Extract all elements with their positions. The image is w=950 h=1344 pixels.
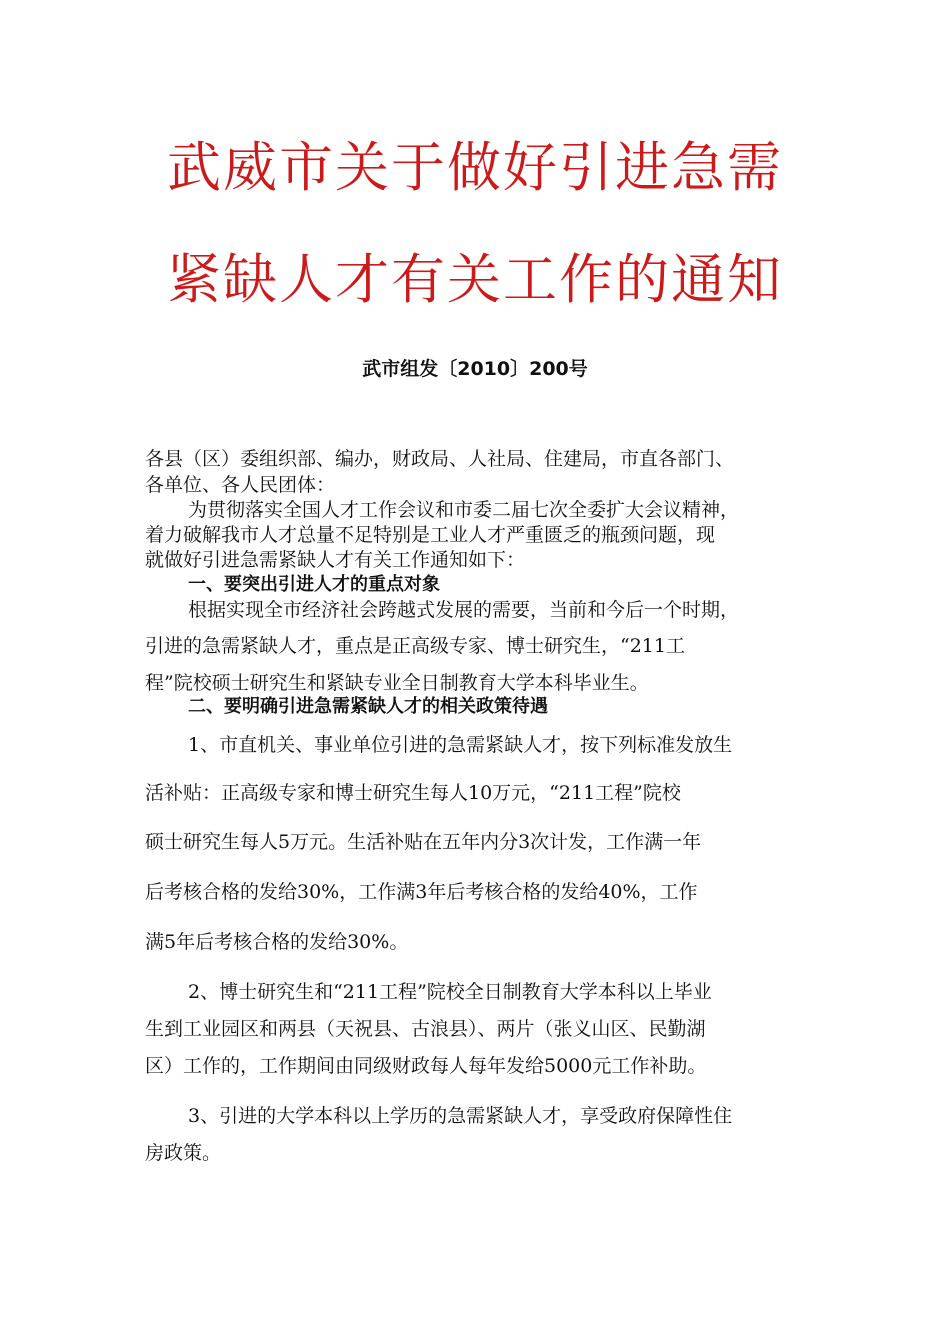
section-heading: 一、要突出引进人才的重点对象	[188, 574, 440, 595]
paragraph-line: 硕士研究生每人5万元。生活补贴在五年内分3次计发，工作满一年	[145, 831, 702, 853]
addressee-line: 各单位、各人民团体：	[145, 474, 336, 496]
paragraph-line: 着力破解我市人才总量不足特别是工业人才严重匮乏的瓶颈问题，现	[145, 524, 716, 546]
paragraph-line: 引进的急需紧缺人才，重点是正高级专家、博士研究生，“211工	[145, 635, 685, 657]
paragraph-line: 根据实现全市经济社会跨越式发展的需要，当前和今后一个时期，	[188, 599, 740, 621]
paragraph-line: 满5年后考核合格的发给30%。	[145, 931, 409, 953]
paragraph-line: 就做好引进急需紧缺人才有关工作通知如下：	[145, 549, 526, 571]
document-number: 武市组发〔2010〕200号	[362, 358, 588, 380]
paragraph-line: 区）工作的，工作期间由同级财政每人每年发给5000元工作补助。	[145, 1055, 707, 1077]
paragraph-line: 房政策。	[145, 1142, 222, 1164]
title-line-2: 紧缺人才有关工作的通知	[167, 248, 783, 311]
addressee-line: 各县（区）委组织部、编办，财政局、人社局、住建局，市直各部门、	[145, 448, 735, 470]
title-line-1: 武威市关于做好引进急需	[167, 136, 783, 199]
section-heading: 二、要明确引进急需紧缺人才的相关政策待遇	[188, 696, 548, 717]
paragraph-line: 3、引进的大学本科以上学历的急需紧缺人才，享受政府保障性住	[188, 1105, 733, 1127]
paragraph-line: 后考核合格的发给30%，工作满3年后考核合格的发给40%，工作	[145, 881, 698, 903]
paragraph-line: 生到工业园区和两县（天祝县、古浪县）、两片（张义山区、民勤湖	[145, 1018, 706, 1040]
paragraph-line: 2、博士研究生和“211工程”院校全日制教育大学本科以上毕业	[188, 981, 712, 1003]
paragraph-line: 为贯彻落实全国人才工作会议和市委二届七次全委扩大会议精神，	[188, 499, 740, 521]
paragraph-line: 程”院校硕士研究生和紧缺专业全日制教育大学本科毕业生。	[145, 672, 649, 694]
paragraph-line: 1、市直机关、事业单位引进的急需紧缺人才，按下列标准发放生	[188, 734, 733, 756]
paragraph-line: 活补贴：正高级专家和博士研究生每人10万元，“211工程”院校	[145, 782, 681, 804]
